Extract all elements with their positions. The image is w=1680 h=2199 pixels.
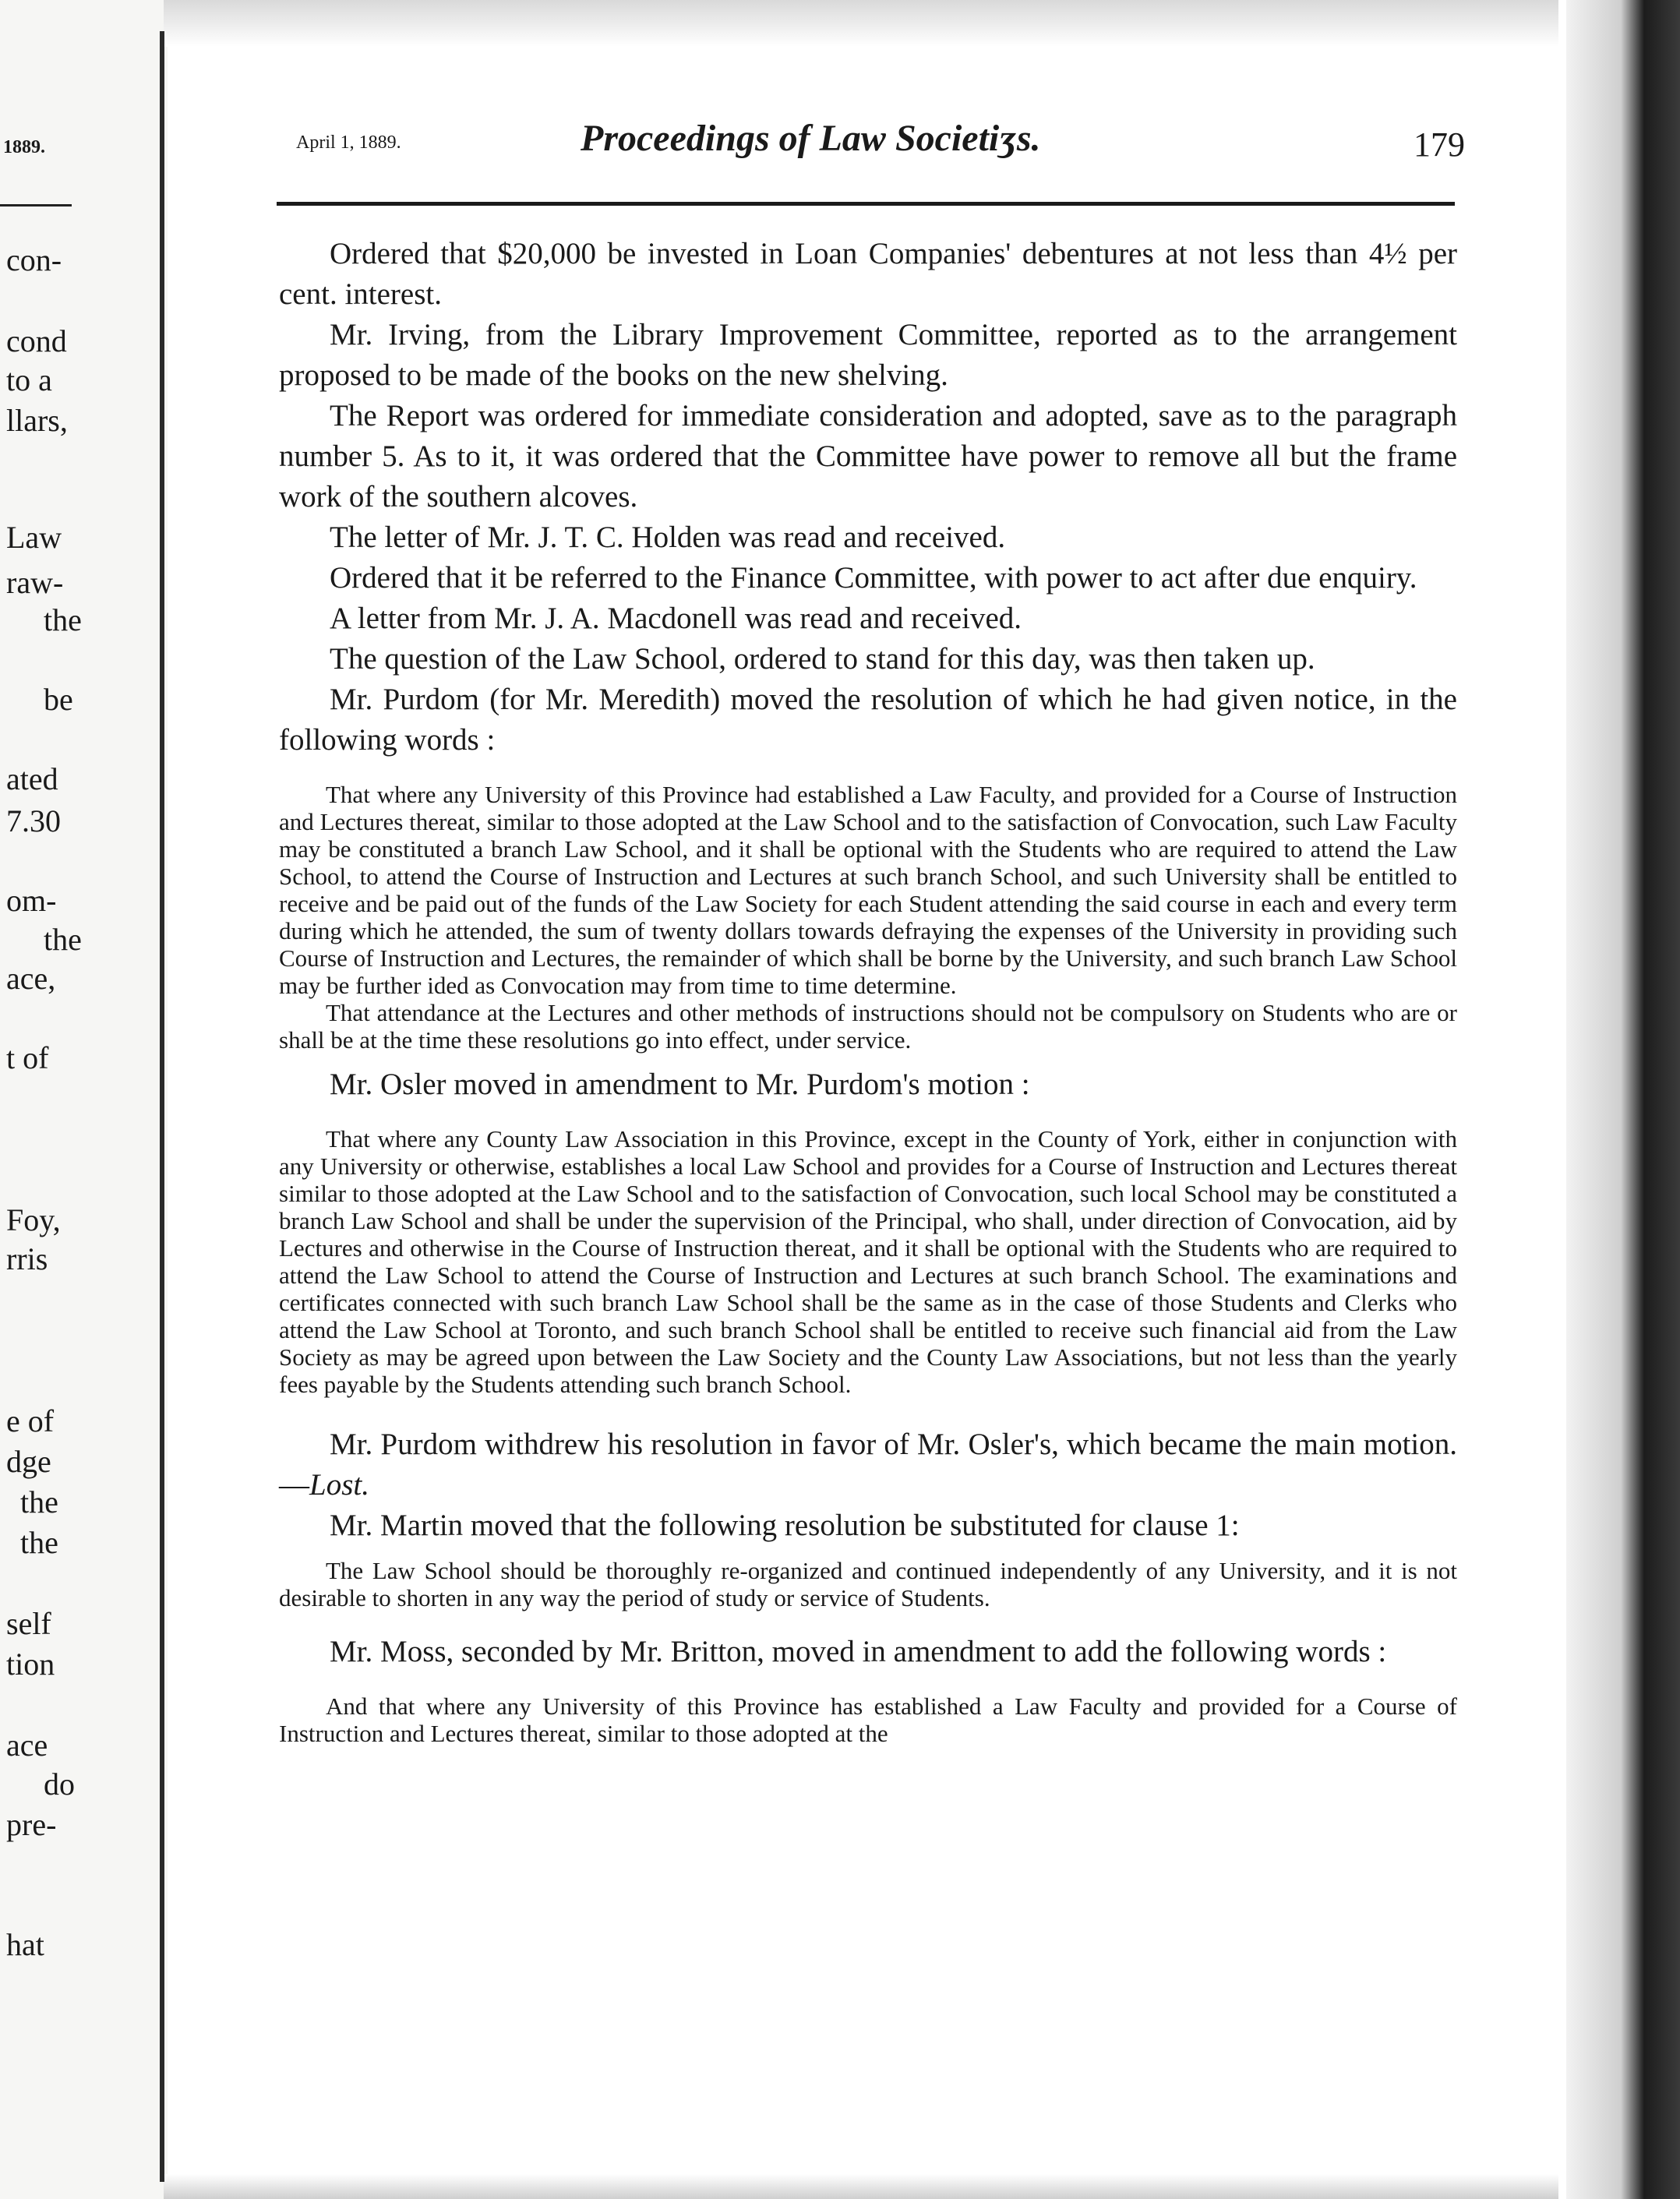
- page-number: 179: [1414, 125, 1465, 164]
- left-fragment: self: [6, 1606, 51, 1641]
- paragraph-holden-letter: The letter of Mr. J. T. C. Holden was read and received.: [330, 521, 1006, 554]
- running-header: [296, 117, 1465, 164]
- page-gutter: [160, 31, 164, 2182]
- paragraph-martin-motion: Mr. Martin moved that the following resolution be substituted for clause 1:: [330, 1509, 1240, 1542]
- left-fragment: t of: [6, 1040, 49, 1075]
- header-rule: [277, 202, 1455, 206]
- left-fragment: llars,: [6, 403, 68, 438]
- motion-result: Lost.: [309, 1468, 369, 1502]
- left-page-rule: [0, 204, 72, 206]
- left-fragment: tion: [6, 1647, 55, 1682]
- left-fragment: cond: [6, 323, 67, 358]
- header-title: Proceedings of Law Societiʒs.: [581, 118, 1041, 159]
- left-fragment: ace,: [6, 961, 56, 996]
- left-fragment: the: [44, 602, 82, 637]
- left-fragment: do: [44, 1767, 75, 1802]
- left-fragment: raw-: [6, 565, 64, 600]
- quoted-resolution-purdom: That where any University of this Province had established a Law Faculty, and provided for a Course of Instruction and Lectures thereat, similar to those adopted at the Law School and to the satisfaction of Convocation, such Law Faculty may be constituted a branch Law School, and it shall be optional with the Students who are required to attend the Law School, to attend the Course of Instruction and Lectures at such branch School, and such University shall be entitled to receive and be paid out of the funds of the Law Society for each Student attending the said course in each and every term during which he attended, the sum of twenty dollars towards defraying the expenses of the University in providing such Course of Instruction and Lectures, the remainder of which shall be borne by the University, and such branch Law School may be further ided as Convocation may from time to time determine.: [279, 781, 1457, 999]
- left-page-year: 1889.: [3, 137, 45, 157]
- paragraph-report-adopted: The Report was ordered for immediate consideration and adopted, save as to the paragraph number 5. As to it, it was ordered that the Committee have power to remove all but the frame work of the southern alcoves.: [279, 399, 1457, 514]
- quoted-resolution-martin: The Law School should be thoroughly re-organized and continued independently of any University, and it is not desirable to shorten in any way the period of study or service of Students.: [279, 1557, 1457, 1611]
- left-fragment: pre-: [6, 1807, 57, 1842]
- left-fragment: the: [44, 922, 82, 957]
- left-fragment: Foy,: [6, 1202, 61, 1237]
- left-fragment: ated: [6, 761, 58, 796]
- left-fragment: to a: [6, 362, 52, 397]
- paragraph-library-report: Mr. Irving, from the Library Improvement Committee, reported as to the arrangement proposed to be made of the books on the new shelving.: [279, 318, 1457, 392]
- left-fragment: hat: [6, 1927, 44, 1962]
- left-fragment: the: [20, 1525, 58, 1560]
- paragraph-purdom-motion: Mr. Purdom (for Mr. Meredith) moved the resolution of which he had given notice, in the following words :: [279, 683, 1457, 757]
- page-body: [279, 234, 1457, 1747]
- left-fragment: Law: [6, 520, 62, 555]
- left-fragment: ace: [6, 1728, 48, 1763]
- paragraph-purdom-withdrew: [279, 1424, 1457, 1505]
- book-binding-edge: [1566, 0, 1680, 2199]
- left-fragment: con-: [6, 242, 62, 277]
- header-date: April 1, 1889.: [296, 132, 401, 153]
- quoted-resolution-attendance: That attendance at the Lectures and other methods of instructions should not be compulsory on Students who are or shall be at the time these resolutions go into effect, under service.: [279, 999, 1457, 1054]
- left-fragment: be: [44, 682, 73, 717]
- left-fragment: the: [20, 1484, 58, 1520]
- scan-bottom-edge: [164, 2174, 1558, 2199]
- paragraph-osler-amendment: Mr. Osler moved in amendment to Mr. Purdom's motion :: [330, 1068, 1030, 1101]
- withdrew-text: Mr. Purdom withdrew his resolution in favor of Mr. Osler's, which became the main motion.—: [279, 1428, 1457, 1502]
- scan-top-edge: [164, 0, 1558, 47]
- paragraph-macdonell-letter: A letter from Mr. J. A. Macdonell was read and received.: [330, 602, 1022, 635]
- left-fragment: om-: [6, 883, 57, 918]
- quoted-resolution-osler: That where any County Law Association in this Province, except in the County of York, either in conjunction with any University or otherwise, establishes a local Law School and provides for a Course of Instruction and Lectures thereat similar to those adopted at the Law School and to the satisfaction of Convocation, such local School may be constituted a branch Law School and shall be under the supervision of the Principal, who shall, under direction of Convocation, aid by Lectures and otherwise in the Course of Instruction thereat, and it shall be optional with the Students who are required to attend the Law School to attend the Course of Instruction and Lectures at such branch School. The examinations and certificates connected with such branch Law School shall be the same as in the case of those Students and Clerks who attend the Law School at Toronto, and such branch School shall be entitled to receive such financial aid from the Law Society as may be agreed upon between the Law Society and the County Law Associations, but not less than the yearly fees payable by the Students attending such branch School.: [279, 1125, 1457, 1398]
- paragraph-finance-referral: Ordered that it be referred to the Finance Committee, with power to act after due enquiry.: [330, 561, 1417, 595]
- left-page-fragments: [0, 0, 156, 2199]
- paragraph-moss-amendment: Mr. Moss, seconded by Mr. Britton, moved in amendment to add the following words :: [330, 1635, 1387, 1668]
- left-fragment: dge: [6, 1444, 51, 1479]
- left-fragment: e of: [6, 1403, 55, 1438]
- quoted-resolution-moss: And that where any University of this Province has established a Law Faculty and provided for a Course of Instruction and Lectures thereat, similar to those adopted at the: [279, 1692, 1457, 1747]
- left-fragment: rris: [6, 1241, 48, 1276]
- paragraph-investment: Ordered that $20,000 be invested in Loan Companies' debentures at not less than 4½ per cent. interest.: [279, 237, 1457, 311]
- paragraph-law-school-question: The question of the Law School, ordered to stand for this day, was then taken up.: [330, 642, 1315, 676]
- left-fragment: 7.30: [6, 803, 61, 838]
